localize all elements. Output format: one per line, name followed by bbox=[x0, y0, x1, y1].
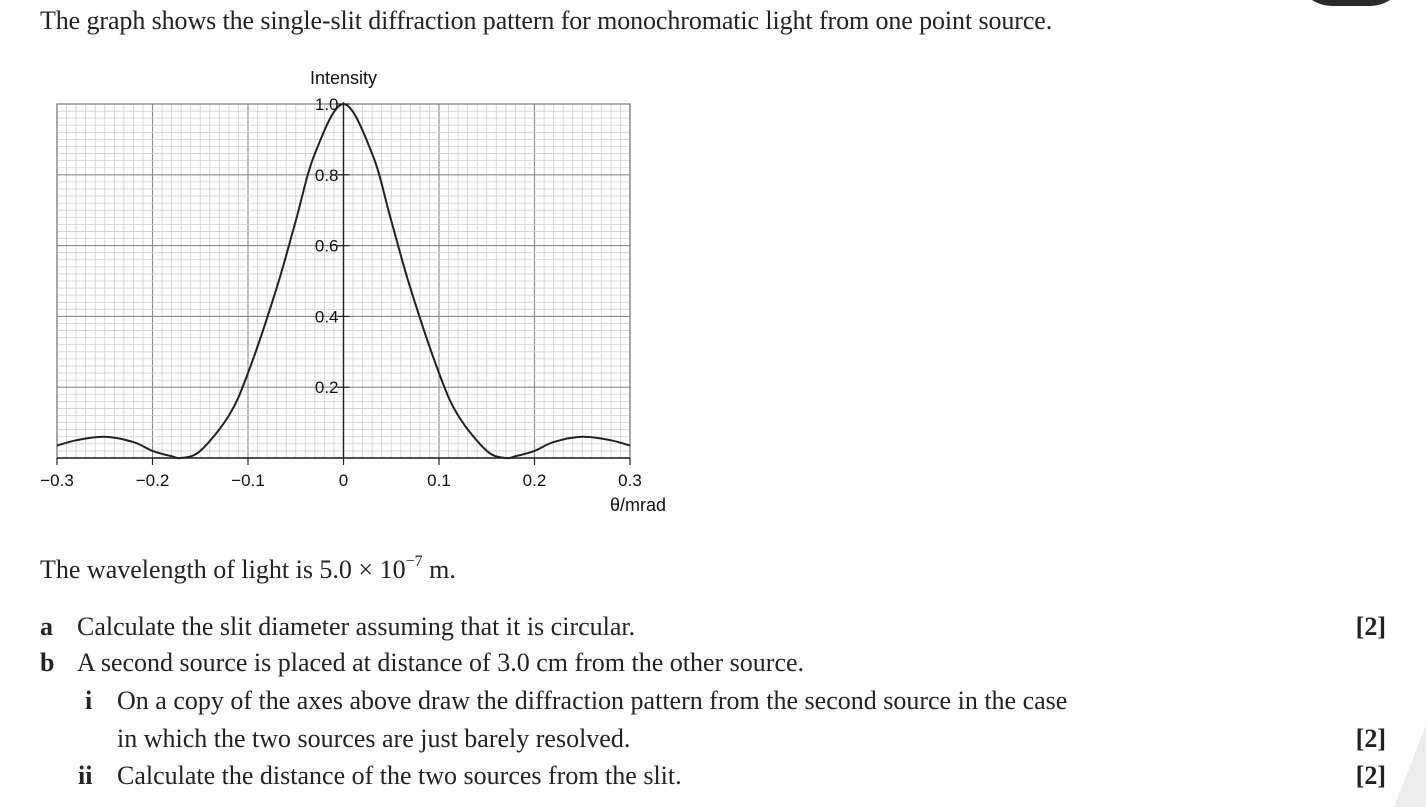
question-bi-marks: [2] bbox=[1355, 724, 1386, 753]
wavelength-statement bbox=[40, 555, 456, 585]
question-b-label: b bbox=[40, 648, 55, 677]
diffraction-chart bbox=[0, 55, 700, 535]
y-tick-label: 1.0 bbox=[314, 95, 339, 114]
question-bii-marks: [2] bbox=[1355, 761, 1386, 790]
x-tick-label: −0.3 bbox=[40, 471, 74, 490]
question-a-label: a bbox=[40, 612, 53, 641]
question-bii-text: Calculate the distance of the two sources from the slit. bbox=[117, 761, 682, 790]
question-b bbox=[40, 648, 804, 678]
wavelength-unit: m. bbox=[422, 555, 456, 584]
y-tick-label: 0.6 bbox=[314, 236, 339, 256]
x-tick-label: −0.2 bbox=[135, 471, 170, 490]
y-axis-title: Intensity bbox=[309, 68, 378, 88]
question-bii bbox=[78, 761, 682, 791]
x-tick-label: 0 bbox=[338, 471, 349, 490]
y-tick-label: 0.2 bbox=[314, 378, 339, 398]
y-tick-label: 0.4 bbox=[314, 307, 339, 327]
wavelength-text: The wavelength of light is 5.0 × 10 bbox=[40, 555, 406, 584]
question-bii-label: ii bbox=[78, 761, 93, 790]
question-a-marks: [2] bbox=[1355, 612, 1386, 641]
question-bi-continued bbox=[117, 724, 630, 754]
question-bi-label: i bbox=[85, 686, 93, 715]
intro-text: The graph shows the single-slit diffraction pattern for monochromatic light from one point source. bbox=[40, 6, 1053, 35]
question-a-text: Calculate the slit diameter assuming that it is circular. bbox=[77, 612, 636, 641]
question-bi-line1: On a copy of the axes above draw the diffraction pattern from the second source in the case bbox=[117, 686, 1068, 715]
page-fold-decoration bbox=[1394, 725, 1426, 807]
x-tick-label: 0.3 bbox=[618, 471, 642, 490]
question-a bbox=[40, 612, 635, 642]
corner-decoration bbox=[1296, 0, 1406, 6]
y-tick-label: 0.8 bbox=[314, 165, 339, 185]
x-axis-title: θ/mrad bbox=[609, 495, 666, 515]
wavelength-exponent: −7 bbox=[405, 553, 423, 571]
chart-svg bbox=[0, 55, 700, 535]
question-bi-line2: in which the two sources are just barely resolved. bbox=[117, 724, 631, 753]
x-tick-label: 0.1 bbox=[427, 471, 451, 490]
question-bi bbox=[85, 686, 1067, 716]
x-tick-label: 0.2 bbox=[522, 471, 547, 490]
x-tick-label: −0.1 bbox=[231, 471, 265, 490]
question-b-text: A second source is placed at distance of 3.0 cm from the other source. bbox=[77, 648, 805, 677]
